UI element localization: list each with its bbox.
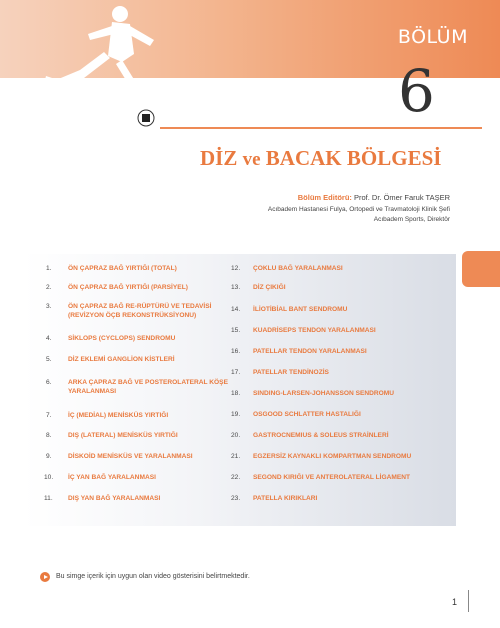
topic-item[interactable]: 19. OSGOOD SCHLATTER HASTALIĞI — [231, 411, 361, 418]
topic-item[interactable]: 21. EGZERSİZ KAYNAKLI KOMPARTMAN SENDROMU — [231, 453, 412, 460]
title-main: DİZ — [200, 146, 238, 170]
topic-item[interactable]: 17. PATELLAR TENDİNOZİS — [231, 369, 329, 376]
topic-item[interactable]: 14. İLİOTİBİAL BANT SENDROMU — [231, 306, 348, 313]
topic-item[interactable]: 18. SINDING-LARSEN-JOHANSSON SENDROMU — [231, 390, 395, 397]
page-rule — [468, 590, 469, 612]
topic-item[interactable]: 20. GASTROCNEMIUS & SOLEUS STRAİNLERİ — [231, 432, 389, 439]
topic-item[interactable]: 8. DIŞ (LATERAL) MENİSKÜS YIRTIĞI — [46, 432, 178, 439]
section-label: BÖLÜM — [397, 26, 468, 48]
editor-block — [268, 193, 450, 225]
topic-item[interactable]: 9. DİSKOİD MENİSKÜS VE YARALANMASI — [46, 453, 193, 460]
soccer-player-illustration — [34, 4, 174, 128]
topics-panel — [24, 254, 456, 526]
footnote: Bu simge içerik için uygun olan video gösterisini belirtmektedir. — [56, 573, 250, 580]
topic-item[interactable]: 23. PATELLA KIRIKLARI — [231, 495, 318, 502]
topic-item[interactable]: 15. KUADRİSEPS TENDON YARALANMASI — [231, 327, 376, 334]
page-number: 1 — [452, 597, 458, 607]
topic-item[interactable]: 12. ÇOKLU BAĞ YARALANMASI — [231, 265, 343, 272]
topic-item[interactable]: 4. SİKLOPS (CYCLOPS) SENDROMU — [46, 335, 176, 342]
title-rest: BACAK BÖLGESİ — [265, 146, 442, 170]
topic-item[interactable]: 10. İÇ YAN BAĞ YARALANMASI — [44, 474, 156, 481]
editor-affiliation-1: Acıbadem Hastanesi Fulya, Ortopedi ve Travmatoloji Klinik Şefi — [267, 206, 450, 213]
topic-item[interactable]: 16. PATELLAR TENDON YARALANMASI — [231, 348, 367, 355]
topic-item[interactable]: 5. DİZ EKLEMİ GANGLİON KİSTLERİ — [46, 356, 175, 363]
topic-item[interactable]: 1. ÖN ÇAPRAZ BAĞ YIRTIĞI (TOTAL) — [46, 265, 177, 272]
topic-item[interactable]: 22. SEGOND KIRIĞI VE ANTEROLATERAL LİGAMENT — [231, 474, 411, 481]
title-connector: ve — [242, 149, 261, 170]
topic-item[interactable]: 6. ARKA ÇAPRAZ BAĞ VE POSTEROLATERAL KÖŞE YARALANMASI — [46, 379, 228, 395]
editor-affiliation-2: Acıbadem Sports, Direktör — [373, 216, 450, 223]
editor-role: Bölüm Editörü: — [297, 193, 352, 202]
chapter-side-tab — [462, 251, 500, 287]
topic-item[interactable]: 7. İÇ (MEDİAL) MENİSKÜS YIRTIĞI — [46, 412, 169, 419]
play-icon — [40, 572, 50, 582]
topic-item[interactable]: 2. ÖN ÇAPRAZ BAĞ YIRTIĞI (PARSİYEL) — [46, 284, 188, 291]
chapter-number: 6 — [398, 57, 435, 125]
topic-item[interactable]: 13. DİZ ÇIKIĞI — [231, 284, 286, 291]
header-rule — [160, 127, 482, 129]
topic-item[interactable]: 11. DIŞ YAN BAĞ YARALANMASI — [44, 495, 161, 502]
editor-name: Prof. Dr. Ömer Faruk TAŞER — [354, 193, 450, 202]
chapter-title — [200, 146, 441, 171]
topic-item[interactable]: 3. ÖN ÇAPRAZ BAĞ RE-RÜPTÜRÜ VE TEDAVİSİ (REVİZYON ÖÇB REKONSTRÜKSİYONU) — [46, 303, 212, 319]
